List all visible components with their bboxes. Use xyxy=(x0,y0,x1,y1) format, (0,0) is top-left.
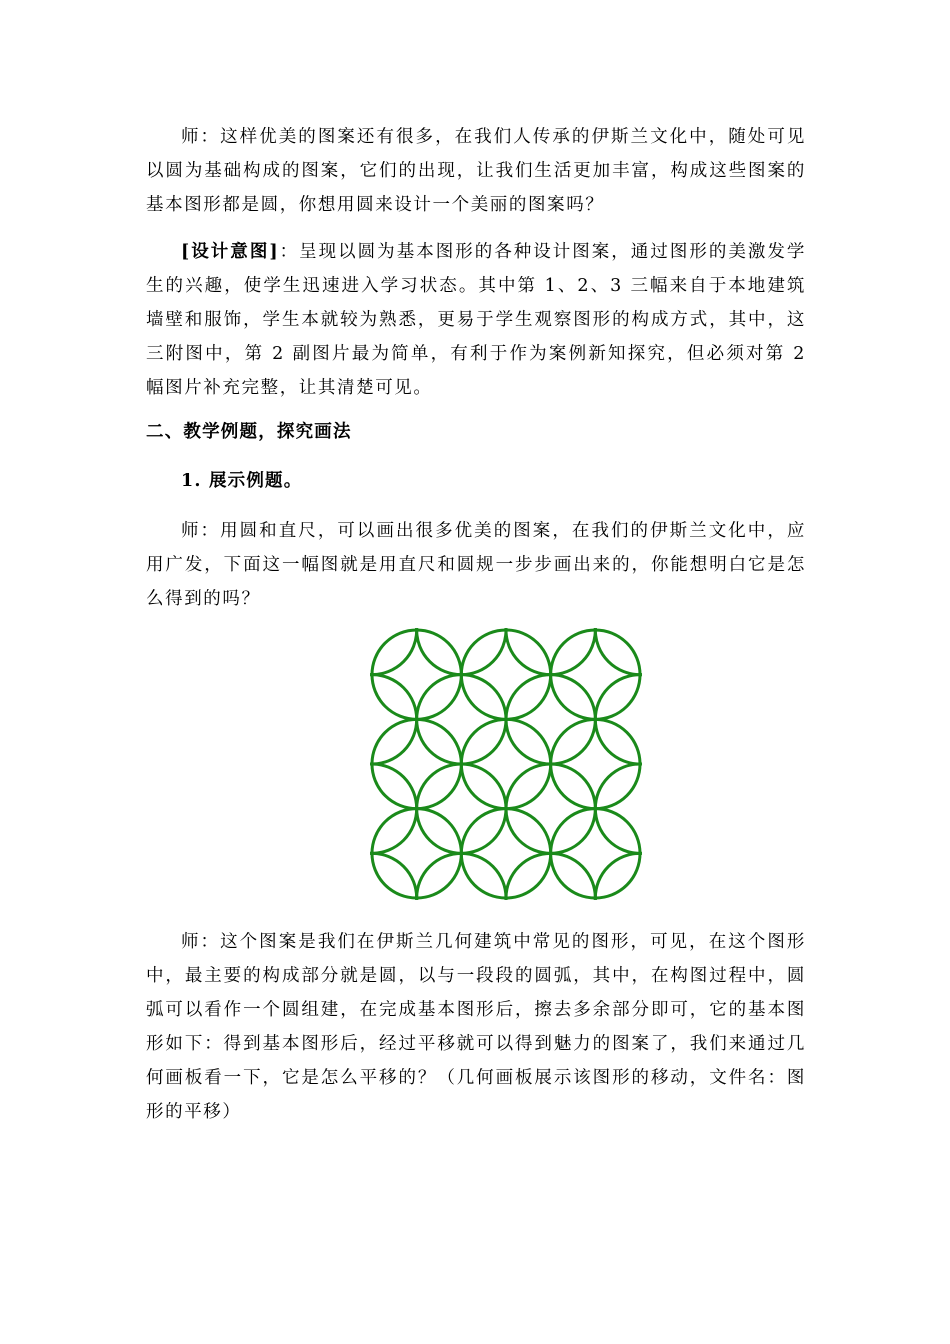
grid-circle xyxy=(551,630,640,719)
design-intent-text: ：呈现以圆为基本图形的各种设计图案，通过图形的美激发学生的兴趣，使学生迅速进入学习状态。其中第 1、2、3 三幅来自于本地建筑墙壁和服饰，学生本就较为熟悉，更易于学生观察图形的构成方式，其中，这三附图中，第 2 副图片最为简单，有利于作为案例新知探究，但必须对第 2 幅图片补充完整，让其清楚可见。 xyxy=(146,242,806,398)
pattern-circles xyxy=(370,628,642,900)
subsection-heading: 1. 展示例题。 xyxy=(181,471,303,491)
grid-circle xyxy=(551,809,640,898)
paragraph-example-intro: 师：用圆和直尺，可以画出很多优美的图案，在我们的伊斯兰文化中，应用广发，下面这一幅图就是用直尺和圆规一步步画出来的，你能想明白它是怎么得到的吗？ xyxy=(146,521,806,609)
grid-circle xyxy=(372,719,461,808)
grid-circle xyxy=(461,630,550,719)
offset-arc-circle xyxy=(506,764,595,853)
section-heading: 二、教学例题，探究画法 xyxy=(146,422,352,442)
design-intent-label: [设计意图] xyxy=(181,242,280,262)
grid-circle xyxy=(551,719,640,808)
offset-arc-circle xyxy=(417,764,506,853)
grid-circle xyxy=(461,809,550,898)
circle-pattern-figure xyxy=(370,628,642,900)
paragraph-pattern-explanation: 师：这个图案是我们在伊斯兰几何建筑中常见的图形，可见，在这个图形中，最主要的构成部分就是圆，以与一段段的圆弧，其中，在构图过程中，圆弧可以看作一个圆组建，在完成基本图形后，擦去多余部分即可，它的基本图形如下：得到基本图形后，经过平移就可以得到魅力的图案了，我们来通过几何画板看一下，它是怎么平移的？（几何画板展示该图形的移动，文件名：图形的平移） xyxy=(146,932,806,1122)
paragraph-design-intent xyxy=(146,235,806,405)
offset-arc-circle xyxy=(417,675,506,764)
paragraph-teacher-intro: 师：这样优美的图案还有很多，在我们人传承的伊斯兰文化中，随处可见以圆为基础构成的图案，它们的出现，让我们生活更加丰富，构成这些图案的基本图形都是圆，你想用圆来设计一个美丽的图案吗？ xyxy=(146,127,806,215)
grid-circle xyxy=(372,809,461,898)
grid-circle xyxy=(372,630,461,719)
offset-arc-circle xyxy=(506,675,595,764)
grid-circle xyxy=(461,719,550,808)
